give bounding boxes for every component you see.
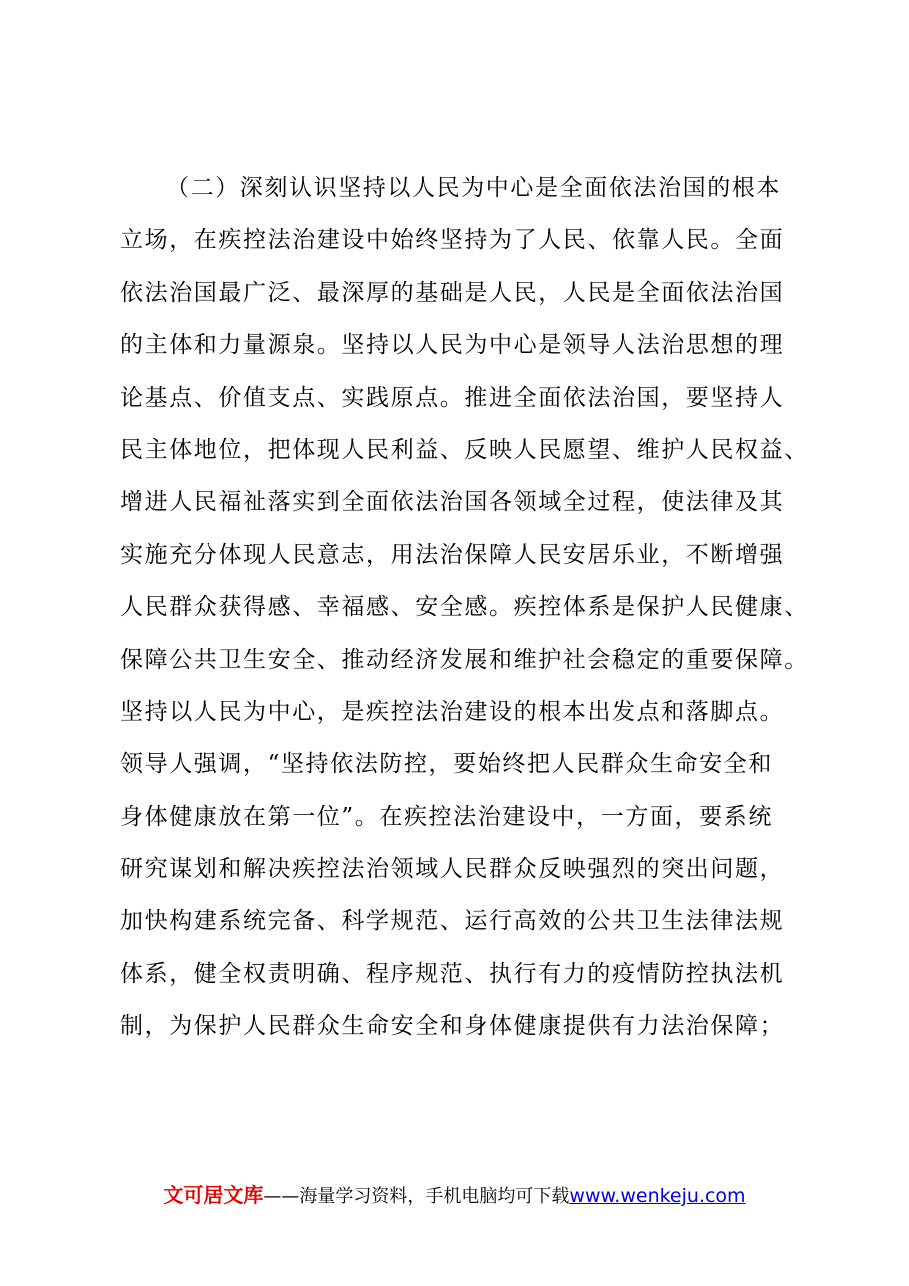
- text-line: 身体健康放在第一位”。在疾控法治建设中，一方面，要系统: [120, 803, 773, 830]
- text-line: 制，为保护人民群众生命安全和身体健康提供有力法治保障；: [120, 1013, 785, 1040]
- website-link[interactable]: www.wenkeju.com: [569, 1185, 746, 1207]
- footer-banner: [0, 1180, 909, 1212]
- text-line: 依法治国最广泛、最深厚的基础是人民，人民是全面依法治国: [120, 279, 785, 306]
- text-line: 研究谋划和解决疾控法治领域人民群众反映强烈的突出问题，: [120, 856, 785, 883]
- text-line: 保障公共卫生安全、推动经济发展和维护社会稳定的重要保障。: [120, 646, 809, 673]
- text-line: 的主体和力量源泉。坚持以人民为中心是领导人法治思想的理: [120, 332, 785, 359]
- text-line: 民主体地位，把体现人民利益、反映人民愿望、维护人民权益、: [120, 436, 809, 463]
- text-line: 体系，健全权责明确、程序规范、执行有力的疫情防控执法机: [120, 960, 785, 987]
- text-line: 增进人民福祉落实到全面依法治国各领域全过程，使法律及其: [120, 489, 785, 516]
- text-line: （二）深刻认识坚持以人民为中心是全面依法治国的根本: [166, 175, 781, 201]
- text-line: 立场，在疾控法治建设中始终坚持为了人民、依靠人民。全面: [120, 227, 785, 254]
- footer-slogan: ——海量学习资料，手机电脑均可下载: [263, 1186, 570, 1207]
- text-line: 论基点、价值支点、实践原点。推进全面依法治国，要坚持人: [120, 384, 785, 411]
- text-line: 领导人强调，“坚持依法防控，要始终把人民群众生命安全和: [120, 751, 773, 778]
- text-line: 坚持以人民为中心，是疾控法治建设的根本出发点和落脚点。: [120, 698, 785, 725]
- text-line: 加快构建系统完备、科学规范、运行高效的公共卫生法律法规: [120, 908, 785, 935]
- brand-name: 文可居文库: [163, 1183, 264, 1207]
- document-body: [120, 162, 810, 1053]
- text-line: 人民群众获得感、幸福感、安全感。疾控体系是保护人民健康、: [120, 594, 809, 621]
- text-line: 实施充分体现人民意志，用法治保障人民安居乐业，不断增强: [120, 541, 785, 568]
